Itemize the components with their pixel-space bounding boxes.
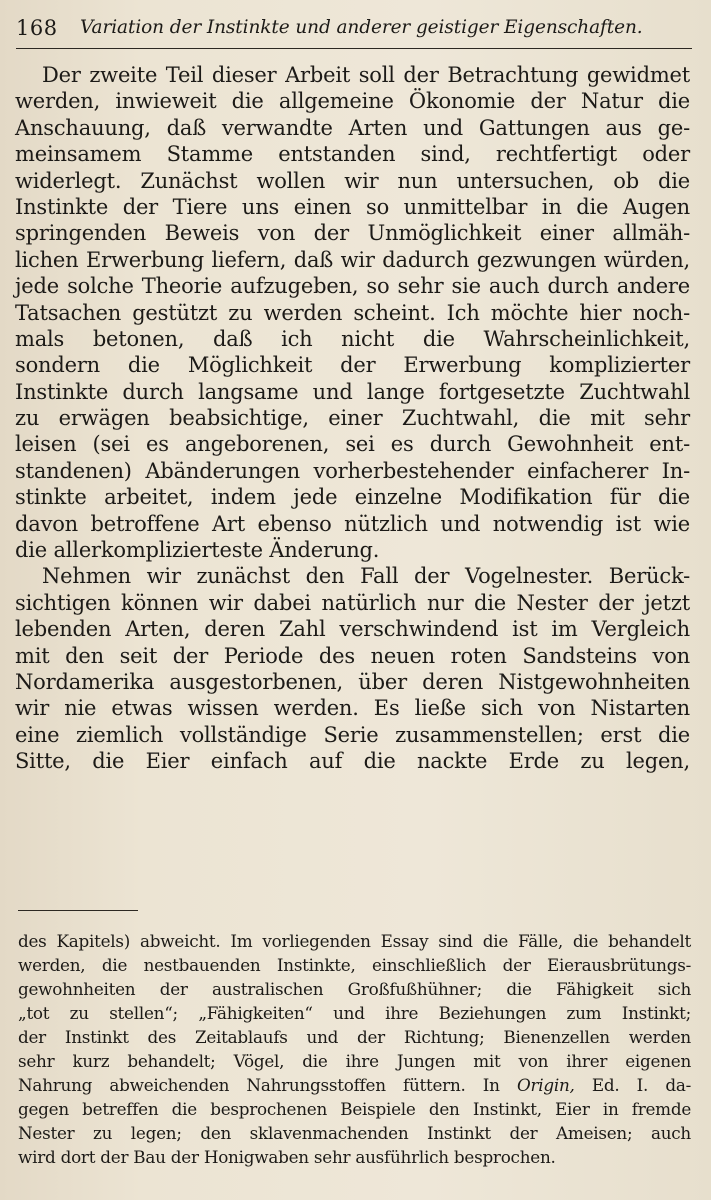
text-line: Instinkte durch langsame und lange fortgesetzte Zuchtwahl bbox=[15, 379, 690, 404]
footnote-line: „tot zu stellen“; „Fähigkeiten“ und ihre Beziehungen zum Instinkt; bbox=[18, 1003, 691, 1023]
footnote-line: gewohnheiten der australischen Großfußhühner; die Fähigkeit sich bbox=[18, 979, 691, 999]
text-line: Der zweite Teil dieser Arbeit soll der Betrachtung gewidmet bbox=[42, 63, 690, 87]
text-line: stinkte arbeitet, indem jede einzelne Modifikation für die bbox=[15, 485, 690, 510]
footnote-line-with-italic bbox=[18, 1073, 691, 1097]
footnote-line: werden, die nestbauenden Instinkte, einschließlich der Eierausbrütungs- bbox=[18, 955, 691, 975]
text-line: Sitte, die Eier einfach auf die nackte Erde zu legen, bbox=[15, 749, 690, 774]
text-line: standenen) Abänderungen vorherbestehender einfacherer In- bbox=[15, 458, 690, 483]
text-line: mals betonen, daß ich nicht die Wahrscheinlichkeit, bbox=[15, 326, 690, 351]
text-line: Tatsachen gestützt zu werden scheint. Ich möchte hier noch- bbox=[15, 300, 690, 325]
footnote-line: sehr kurz behandelt; Vögel, die ihre Jungen mit von ihrer eigenen bbox=[18, 1051, 691, 1071]
text-line: springenden Beweis von der Unmöglichkeit einer allmäh- bbox=[15, 221, 690, 246]
footnote-line: der Instinkt des Zeitablaufs und der Richtung; Bienenzellen werden bbox=[18, 1027, 691, 1047]
text-line: Nordamerika ausgestorbenen, über deren Nistgewohnheiten bbox=[15, 669, 690, 694]
footnote-text bbox=[18, 929, 691, 1169]
page-number: 168 bbox=[16, 16, 58, 40]
text-line: zu erwägen beabsichtige, einer Zuchtwahl, die mit sehr bbox=[15, 406, 690, 431]
text-line: meinsamem Stamme entstanden sind, rechtfertigt oder bbox=[15, 142, 690, 167]
main-text bbox=[15, 62, 690, 775]
text-line: werden, inwieweit die allgemeine Ökonomie der Natur die bbox=[15, 89, 690, 114]
footnote-line: des Kapitels) abweicht. Im vorliegenden Essay sind die Fälle, die behandelt bbox=[18, 931, 691, 951]
text-line: jede solche Theorie aufzugeben, so sehr sie auch durch andere bbox=[15, 274, 690, 299]
footnote-segment: Nahrung abweichenden Nahrungsstoffen füttern. In bbox=[18, 1075, 517, 1095]
text-line: sichtigen können wir dabei natürlich nur die Nester der jetzt bbox=[15, 590, 690, 615]
footnote-divider bbox=[18, 910, 138, 911]
text-line: Nehmen wir zunächst den Fall der Vogelnester. Berück- bbox=[42, 564, 690, 589]
text-line: davon betroffene Art ebenso nützlich und notwendig ist wie bbox=[15, 511, 690, 536]
text-line: Anschauung, daß verwandte Arten und Gattungen aus ge- bbox=[15, 115, 690, 140]
text-line: lebenden Arten, deren Zahl verschwindend ist im Vergleich bbox=[15, 617, 690, 642]
text-line: sondern die Möglichkeit der Erwerbung komplizierter bbox=[15, 353, 690, 378]
text-line: leisen (sei es angeborenen, sei es durch Gewohnheit ent- bbox=[15, 432, 690, 457]
footnote-line: wird dort der Bau der Honigwaben sehr ausführlich besprochen. bbox=[18, 1147, 556, 1167]
running-title: Variation der Instinkte und anderer geistiger Eigenschaften. bbox=[80, 17, 643, 38]
footnote-line: gegen betreffen die besprochenen Beispiele den Instinkt, Eier in fremde bbox=[18, 1099, 691, 1119]
text-line: die allerkomplizierteste Änderung. bbox=[15, 538, 380, 563]
page-header bbox=[16, 14, 692, 49]
text-line: widerlegt. Zunächst wollen wir nun untersuchen, ob die bbox=[15, 168, 690, 193]
text-line: Instinkte der Tiere uns einen so unmittelbar in die Augen bbox=[15, 194, 690, 219]
text-line: wir nie etwas wissen werden. Es ließe sich von Nistarten bbox=[15, 696, 690, 721]
text-line: lichen Erwerbung liefern, daß wir dadurch gezwungen würden, bbox=[15, 247, 690, 272]
text-line: eine ziemlich vollständige Serie zusammenstellen; erst die bbox=[15, 722, 690, 747]
footnote-line: Nester zu legen; den sklavenmachenden Instinkt der Ameisen; auch bbox=[18, 1123, 691, 1143]
origin-title: Origin, bbox=[516, 1075, 575, 1095]
footnote-segment: Ed. I. da- bbox=[574, 1075, 691, 1095]
text-line: mit den seit der Periode des neuen roten Sandsteins von bbox=[15, 643, 690, 668]
